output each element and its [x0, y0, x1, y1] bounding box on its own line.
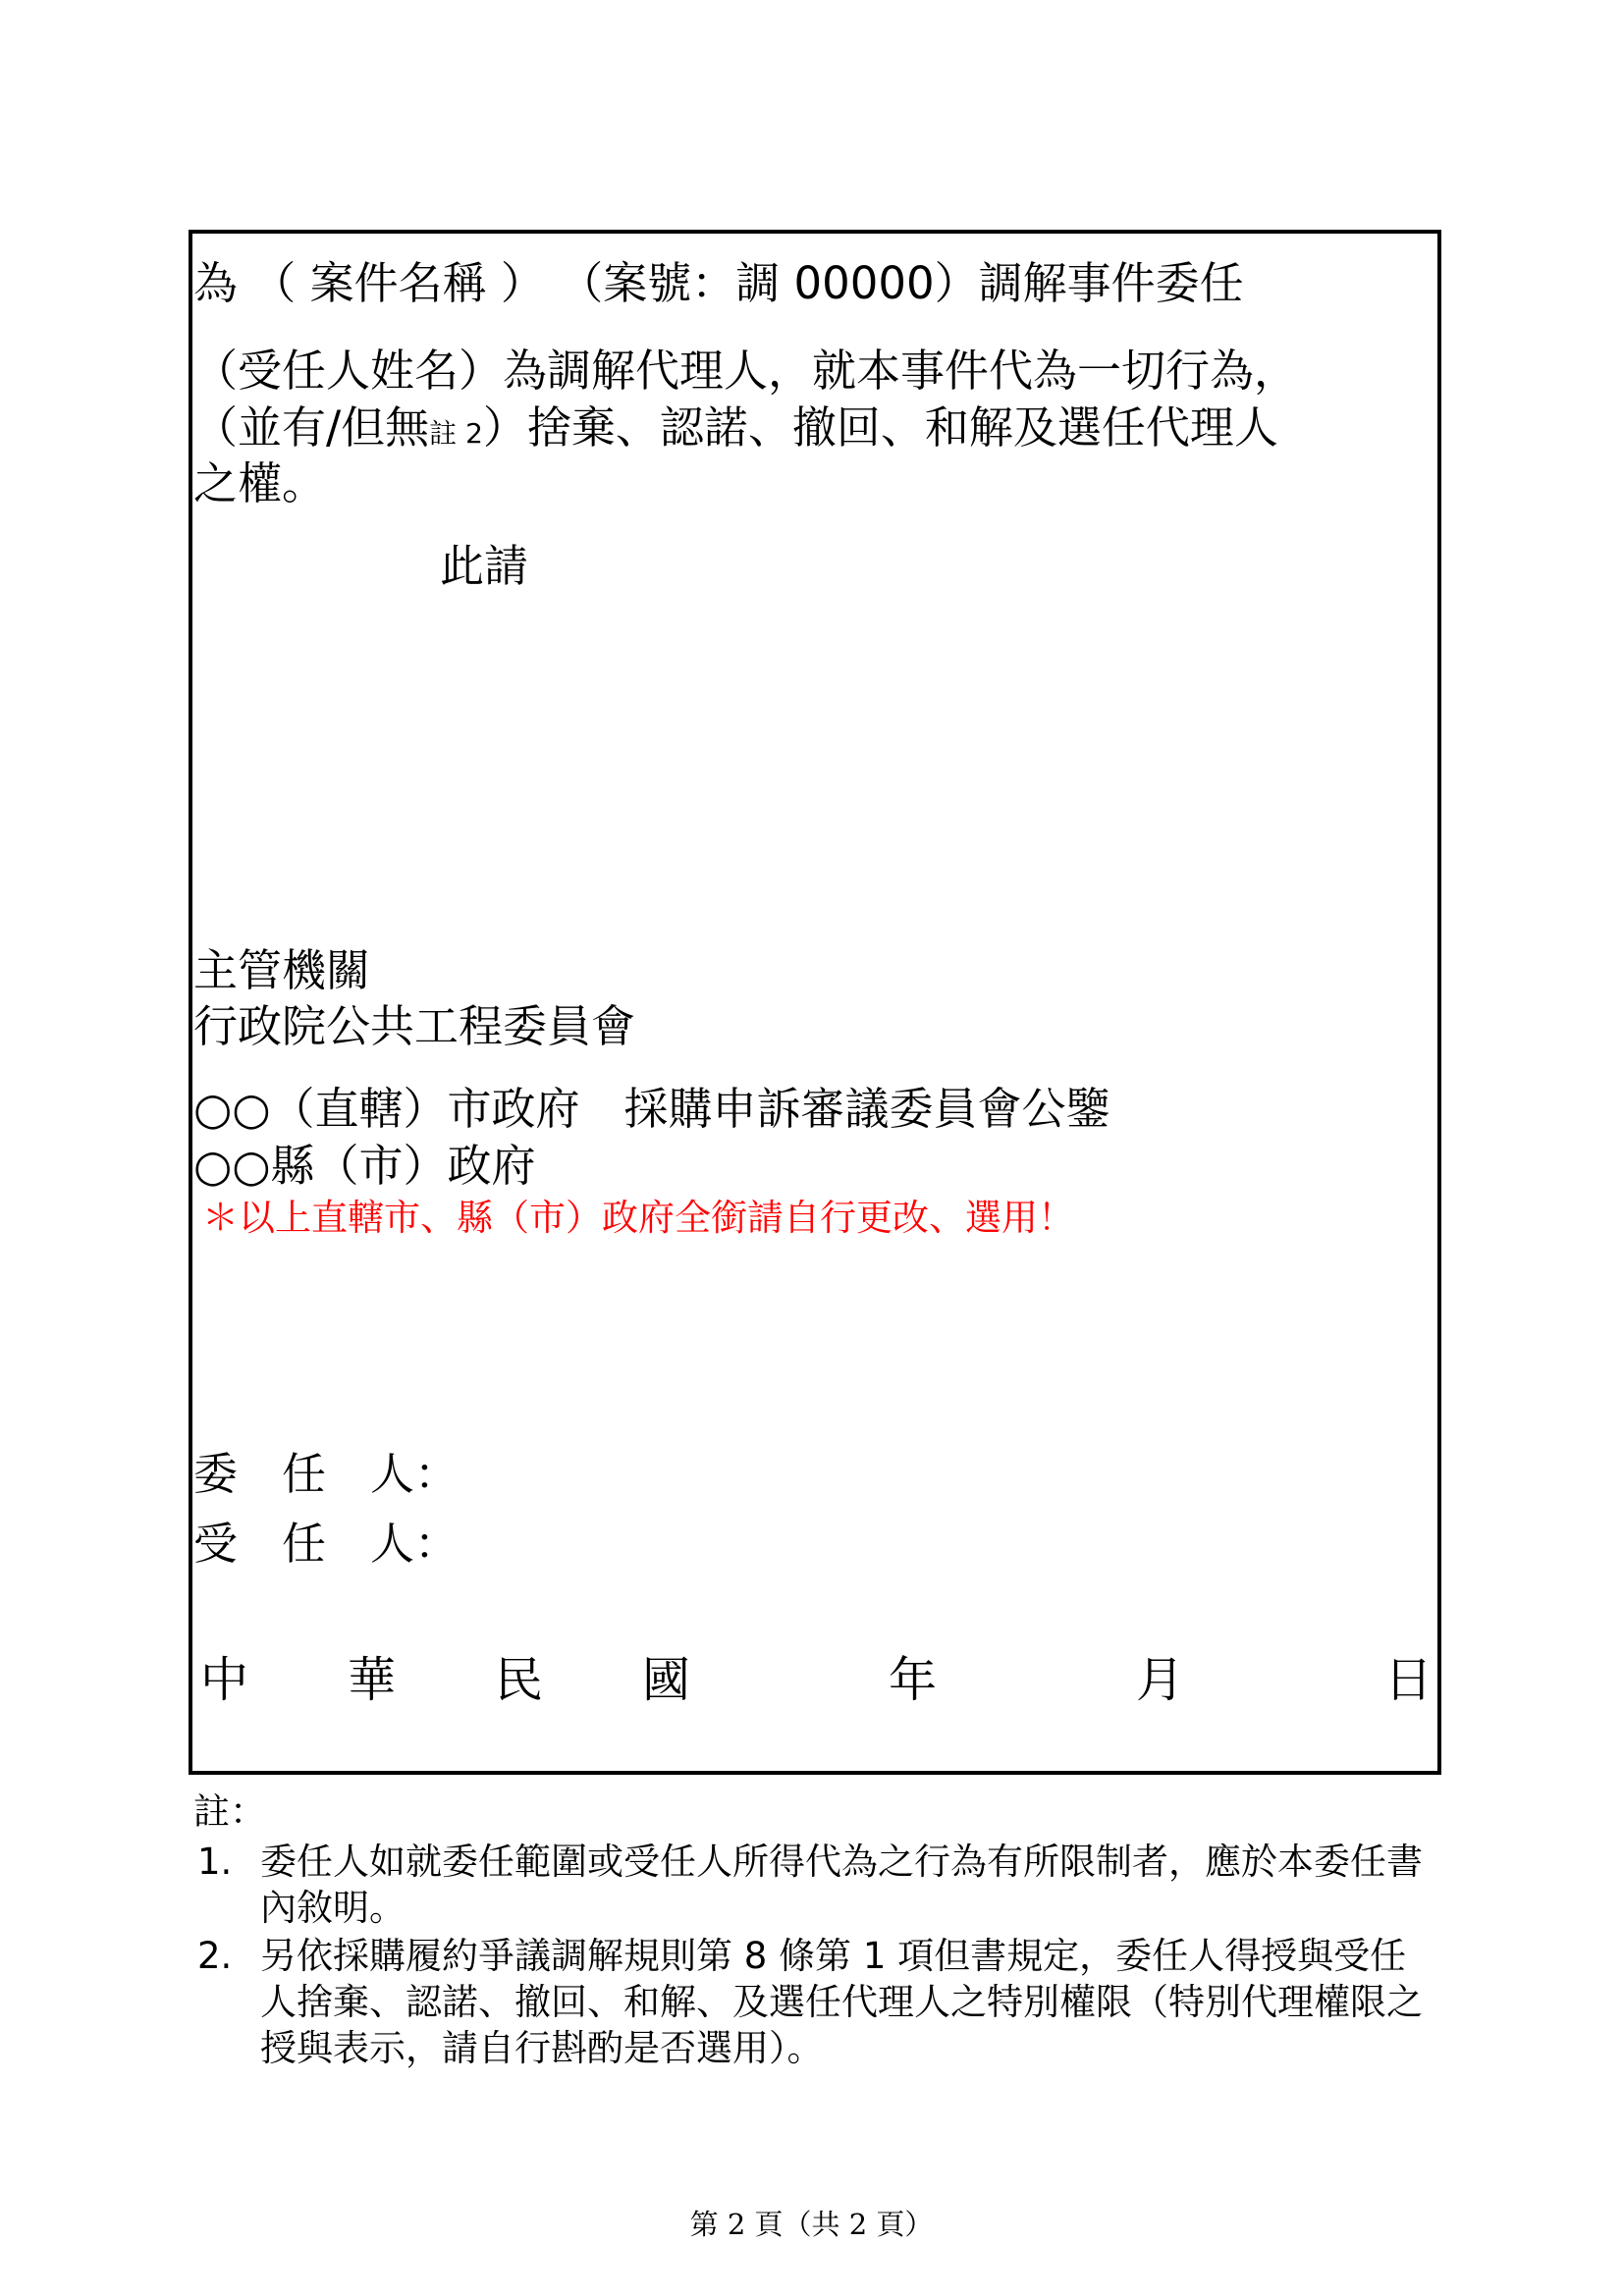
date-char-hua: 華 — [348, 1652, 397, 1708]
date-char-day: 日 — [1384, 1652, 1434, 1708]
line-case-name: 為 （ 案件名稱 ） （案號：調 00000）調解事件委任 — [193, 257, 1244, 309]
editing-instruction-note: ＊以上直轄市、縣（市）政府全銜請自行更改、選用！ — [202, 1197, 1074, 1239]
closing-phrase: 此請 — [440, 540, 529, 592]
note-reference: 註 2 — [429, 417, 483, 450]
notes-title: 註： — [193, 1790, 266, 1833]
page-number-footer: 第 2 頁（共 2 頁） — [689, 2208, 934, 2241]
agency-label: 主管機關 — [193, 944, 371, 996]
government-line-2: ○○縣（市）政府 — [193, 1140, 536, 1192]
note-text: 委任人如就委任範圍或受任人所得代為之行為有所限制者，應於本委任書內敘明。 — [260, 1841, 1423, 1929]
date-char-year: 年 — [889, 1652, 938, 1708]
agency-name: 行政院公共工程委員會 — [193, 1000, 636, 1052]
date-char-zhong: 中 — [200, 1652, 249, 1708]
note-item — [193, 1839, 1431, 1931]
date-char-month: 月 — [1136, 1652, 1185, 1708]
note-number: 1. — [197, 1841, 233, 1883]
note-number: 2. — [197, 1935, 233, 1977]
notes-section — [193, 1789, 1431, 2073]
date-char-guo: 國 — [642, 1652, 691, 1708]
special-powers-rest: ）捨棄、認諾、撤回、和解及選任代理人 — [482, 401, 1278, 454]
agent-label: 受 任 人： — [193, 1518, 460, 1570]
line-agent-name: （受任人姓名）為調解代理人，就本事件代為一切行為， — [193, 345, 1299, 397]
note-text: 另依採購履約爭議調解規則第 8 條第 1 項但書規定，委任人得授與受任人捨棄、認諾、撤回、和解、及選任代理人之特別權限（特別代理權限之授與表示，請自行斟酌是否選用）。 — [260, 1935, 1423, 2069]
line-authority: 之權。 — [193, 457, 327, 509]
government-line-1: ○○（直轄）市政府 採購申訴審議委員會公鑒 — [193, 1083, 1110, 1135]
principal-label: 委 任 人： — [193, 1448, 460, 1500]
note-item — [193, 1933, 1431, 2071]
date-char-min: 民 — [495, 1652, 544, 1708]
special-powers-main: （並有/但無 — [193, 401, 430, 454]
line-special-powers — [193, 401, 1278, 454]
